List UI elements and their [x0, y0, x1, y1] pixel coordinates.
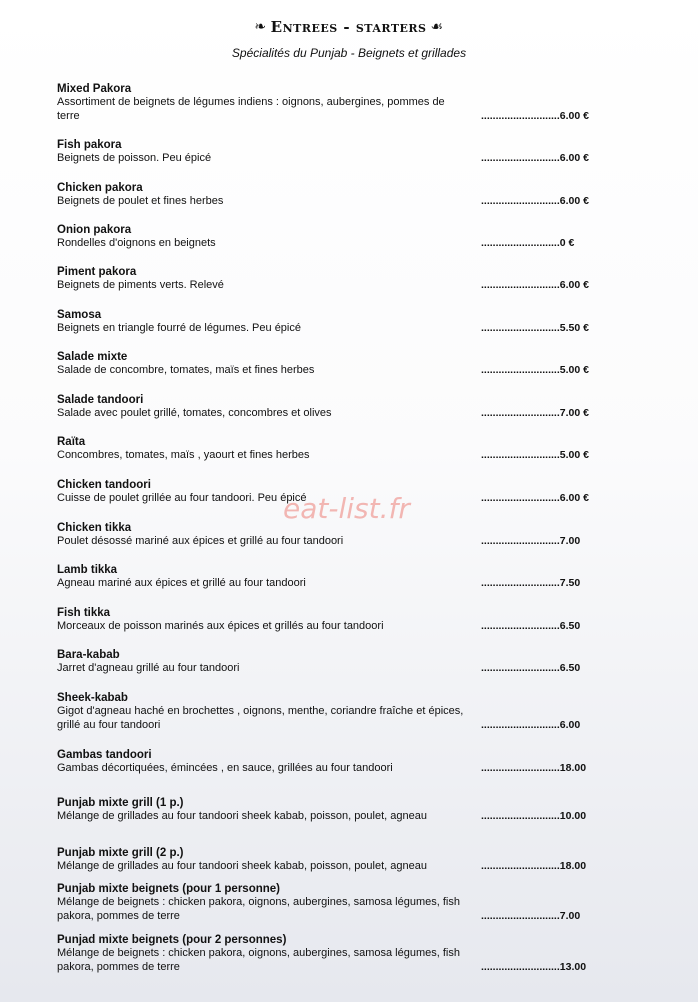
item-price: ...........................18.00 [481, 762, 587, 774]
item-description: Salade avec poulet grillé, tomates, concombres et olives [57, 407, 332, 419]
item-description: Beignets de poulet et fines herbes [57, 195, 224, 207]
item-price: ...........................7.00 [481, 535, 581, 547]
item-description: Jarret d'agneau grillé au four tandoori [57, 662, 240, 674]
menu-item [57, 606, 637, 634]
watermark: eat-list.fr [283, 492, 410, 525]
item-description: Concombres, tomates, maïs , yaourt et fines herbes [57, 449, 310, 461]
item-name: Fish tikka [57, 607, 111, 619]
item-price: ...........................6.00 € [481, 152, 589, 164]
item-name: Raïta [57, 436, 86, 448]
item-price: ...........................6.00 € [481, 492, 589, 504]
menu-item [57, 796, 637, 824]
item-description: Poulet désossé mariné aux épices et grillé au four tandoori [57, 535, 344, 547]
menu-item [57, 933, 637, 974]
item-price: ...........................6.50 [481, 620, 581, 632]
item-price: ...........................13.00 [481, 960, 587, 973]
item-price: ...........................6.00 € [481, 109, 589, 122]
menu-item [57, 138, 637, 166]
item-price: ...........................7.00 € [481, 407, 589, 419]
section-title [254, 18, 443, 36]
item-description: Mélange de beignets : chicken pakora, oignons, aubergines, samosa légumes, fish pakora, pommes de terre [57, 896, 460, 922]
item-description: Cuisse de poulet grillée au four tandoori. Peu épicé [57, 492, 307, 504]
item-price: ...........................6.00 € [481, 195, 589, 207]
menu-item [57, 181, 637, 209]
item-price: ...........................5.00 € [481, 449, 589, 461]
item-description: Mélange de grillades au four tandoori sheek kabab, poisson, poulet, agneau [57, 860, 427, 872]
item-description: Salade de concombre, tomates, maïs et fines herbes [57, 364, 315, 376]
item-description: Morceaux de poisson marinés aux épices et grillés au four tandoori [57, 620, 384, 632]
item-name: Samosa [57, 309, 102, 321]
item-price: ...........................0 € [481, 237, 575, 249]
item-description: Agneau mariné aux épices et grillé au four tandoori [57, 577, 306, 589]
menu-item [57, 393, 637, 421]
item-price: ...........................6.50 [481, 662, 581, 674]
item-name: Piment pakora [57, 266, 137, 278]
item-name: Salade tandoori [57, 394, 144, 406]
item-name: Onion pakora [57, 224, 132, 236]
item-description: Gambas décortiquées, émincées , en sauce, grillées au four tandoori [57, 762, 393, 774]
item-name: Sheek-kabab [57, 692, 128, 704]
item-price: ...........................18.00 [481, 860, 587, 872]
item-name: Chicken tikka [57, 522, 132, 534]
item-description: Assortiment de beignets de légumes indiens : oignons, aubergines, pommes de terre [57, 96, 445, 122]
item-description: Rondelles d'oignons en beignets [57, 237, 216, 249]
menu-item [57, 846, 637, 874]
item-price: ...........................10.00 [481, 810, 587, 822]
item-description: Mélange de grillades au four tandoori sheek kabab, poisson, poulet, agneau [57, 810, 427, 822]
item-description: Mélange de beignets : chicken pakora, oignons, aubergines, samosa légumes, fish pakora, pommes de terre [57, 947, 460, 973]
item-name: Punjab mixte grill (1 p.) [57, 797, 184, 809]
item-description: Beignets de poisson. Peu épicé [57, 152, 212, 164]
ornament-right-icon: ☙ [430, 19, 444, 35]
menu-item [57, 882, 637, 923]
item-price: ...........................7.00 [481, 909, 581, 922]
item-price: ...........................5.50 € [481, 322, 589, 334]
menu-item [57, 478, 637, 506]
menu-item [57, 223, 637, 251]
menu-item [57, 82, 637, 123]
ornament-left-icon: ❧ [254, 19, 267, 35]
menu-item [57, 748, 637, 776]
menu-item [57, 265, 637, 293]
item-name: Lamb tikka [57, 564, 118, 576]
menu-item [57, 350, 637, 378]
item-price: ...........................5.00 € [481, 364, 589, 376]
menu-item [57, 648, 637, 676]
item-name: Punjad mixte beignets (pour 2 personnes) [57, 934, 287, 946]
item-price: ...........................6.00 € [481, 279, 589, 291]
item-name: Mixed Pakora [57, 83, 132, 95]
menu-item [57, 691, 637, 732]
item-price: ...........................6.00 [481, 718, 581, 731]
item-name: Bara-kabab [57, 649, 120, 661]
menu-header [0, 18, 698, 60]
item-name: Punjab mixte beignets (pour 1 personne) [57, 883, 281, 895]
section-subtitle: Spécialités du Punjab - Beignets et grillades [231, 46, 467, 60]
menu-item [57, 308, 637, 336]
item-description: Beignets de piments verts. Relevé [57, 279, 224, 291]
item-name: Gambas tandoori [57, 749, 152, 761]
item-price: ...........................7.50 [481, 577, 581, 589]
section-title-text: Entrees - starters [270, 18, 427, 36]
item-name: Chicken tandoori [57, 479, 151, 491]
item-name: Salade mixte [57, 351, 128, 363]
item-name: Chicken pakora [57, 182, 143, 194]
item-description: Beignets en triangle fourré de légumes. Peu épicé [57, 322, 301, 334]
item-description: Gigot d'agneau haché en brochettes , oignons, menthe, coriandre fraîche et épices, grillé au four tandoori [57, 705, 464, 731]
menu-item [57, 435, 637, 463]
item-name: Fish pakora [57, 139, 122, 151]
menu-item [57, 563, 637, 591]
menu-item [57, 521, 637, 549]
item-name: Punjab mixte grill (2 p.) [57, 847, 184, 859]
